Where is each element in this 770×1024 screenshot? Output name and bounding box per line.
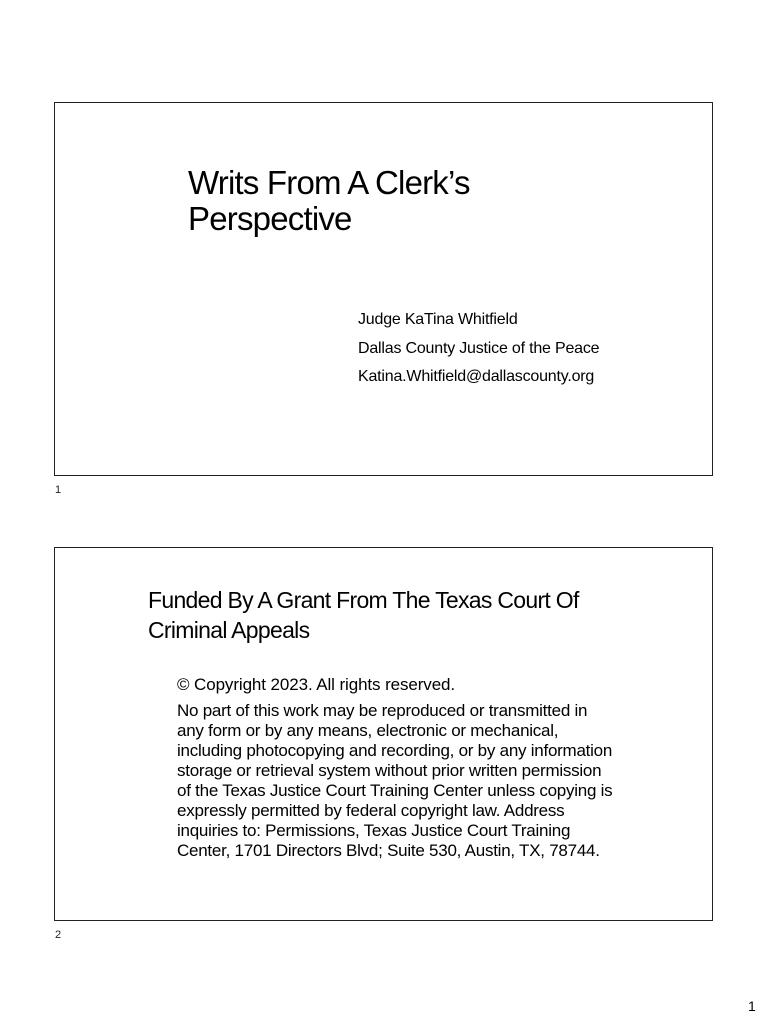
- slide-1-title-line: Perspective: [188, 200, 352, 237]
- slide-2-body: [177, 674, 697, 861]
- slide-1-title-line: Writs From A Clerk’s: [188, 164, 470, 201]
- body-line: storage or retrieval system without prior written permission: [177, 761, 602, 780]
- slide-2-title: [148, 585, 668, 645]
- page-number: 1: [748, 998, 756, 1014]
- body-line: Center, 1701 Directors Blvd; Suite 530, Austin, TX, 78744.: [177, 841, 600, 860]
- body-line: No part of this work may be reproduced or transmitted in: [177, 701, 588, 720]
- slide-1: [54, 102, 713, 476]
- body-line: inquiries to: Permissions, Texas Justice Court Training: [177, 821, 571, 840]
- slide-1-title: [188, 165, 588, 237]
- slide-1-number: 1: [55, 484, 62, 496]
- slide-2-number: 2: [55, 929, 62, 941]
- body-line: any form or by any means, electronic or mechanical,: [177, 721, 559, 740]
- body-line: of the Texas Justice Court Training Center unless copying is: [177, 781, 613, 800]
- presenter-email: Katina.Whitfield@dallascounty.org: [358, 368, 595, 385]
- body-line: including photocopying and recording, or by any information: [177, 741, 613, 760]
- copyright-notice: © Copyright 2023. All rights reserved.: [177, 675, 456, 694]
- body-line: expressly permitted by federal copyright law. Address: [177, 801, 565, 820]
- permissions-paragraph: [177, 701, 697, 861]
- slide-1-subtitle: [358, 306, 599, 392]
- slide-2-title-line: Criminal Appeals: [148, 617, 310, 643]
- slide-2: [54, 547, 713, 921]
- slide-2-title-line: Funded By A Grant From The Texas Court Of: [148, 587, 579, 613]
- presenter-name: Judge KaTina Whitfield: [358, 311, 518, 328]
- presenter-office: Dallas County Justice of the Peace: [358, 339, 600, 357]
